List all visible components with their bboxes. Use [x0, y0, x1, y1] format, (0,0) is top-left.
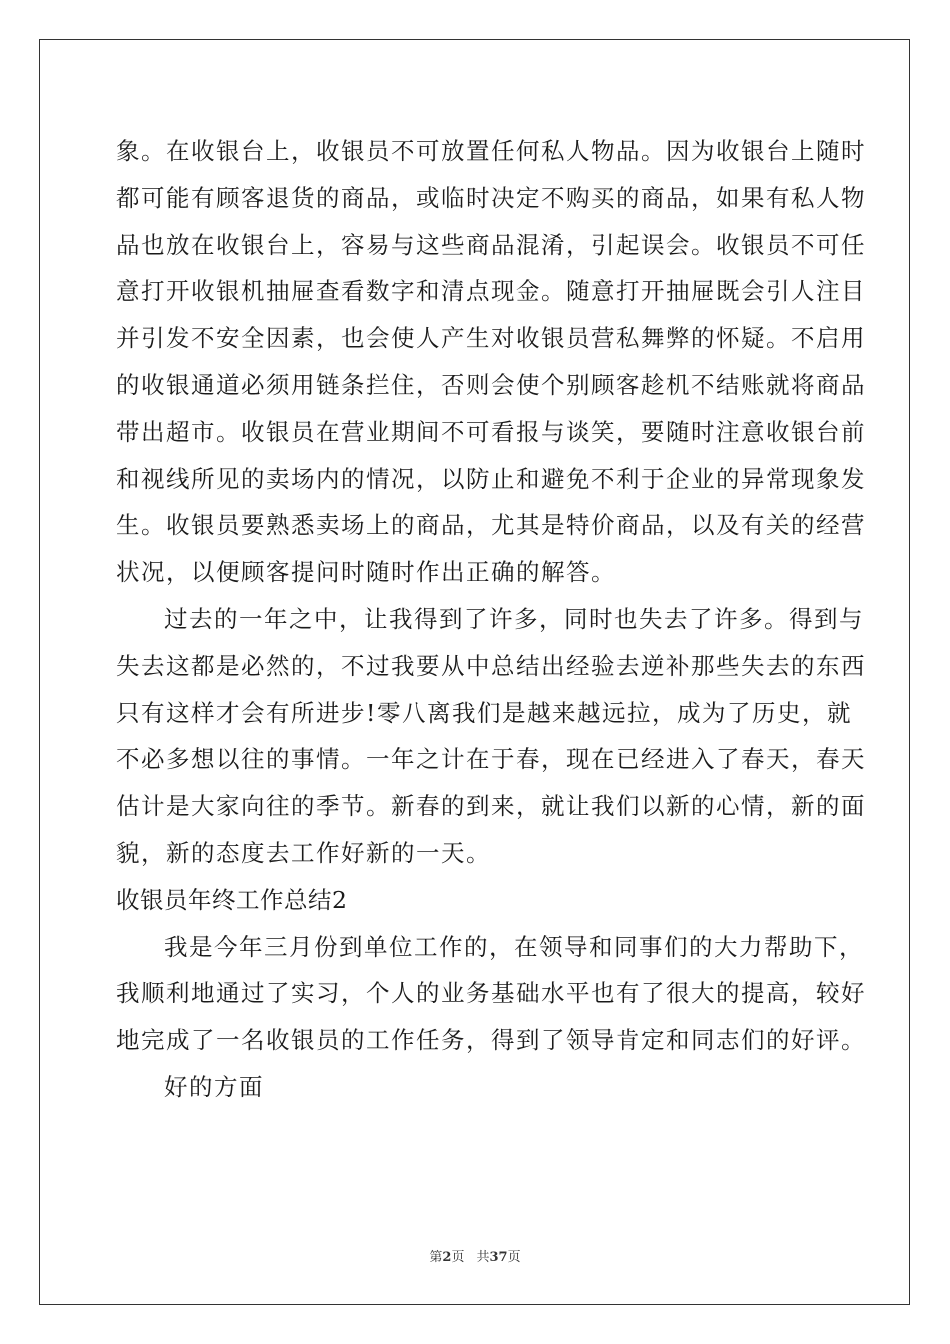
document-body — [116, 128, 866, 1111]
text-line: 过去的一年之中，让我得到了许多，同时也失去了许多。得到与 — [164, 604, 864, 633]
text-line: 貌，新的态度去工作好新的一天。 — [116, 838, 491, 867]
text-line: 的收银通道必须用链条拦住，否则会使个别顾客趁机不结账就将商品 — [116, 370, 866, 399]
page-number: 2 — [442, 1250, 452, 1265]
text-line: 状况，以便顾客提问时随时作出正确的解答。 — [116, 558, 616, 587]
paragraph-intro — [116, 924, 866, 1064]
section-heading: 收银员年终工作总结2 — [116, 885, 348, 914]
text-line: 并引发不安全因素，也会使人产生对收银员营私舞弊的怀疑。不启用 — [116, 324, 866, 353]
text-line: 生。收银员要熟悉卖场上的商品，尤其是特价商品，以及有关的经营 — [116, 511, 866, 540]
text-line: 和视线所见的卖场内的情况，以防止和避免不利于企业的异常现象发 — [116, 464, 866, 493]
page-prefix: 第 — [429, 1250, 443, 1265]
text-line: 地完成了一名收银员的工作任务，得到了领导肯定和同志们的好评。 — [116, 1026, 866, 1055]
text-line: 我是今年三月份到单位工作的，在领导和同事们的大力帮助下， — [164, 932, 864, 961]
page-suffix: 页 — [451, 1250, 465, 1265]
paragraph-continued — [116, 128, 866, 596]
text-line: 我顺利地通过了实习，个人的业务基础水平也有了很大的提高，较好 — [116, 979, 866, 1008]
total-prefix: 共 — [476, 1250, 490, 1265]
text-line: 都可能有顾客退货的商品，或临时决定不购买的商品，如果有私人物 — [116, 183, 866, 212]
text-line: 象。在收银台上，收银员不可放置任何私人物品。因为收银台上随时 — [116, 137, 866, 165]
subheading: 好的方面 — [164, 1072, 264, 1101]
text-line: 意打开收银机抽屉查看数字和清点现金。随意打开抽屉既会引人注目 — [116, 277, 866, 306]
text-line: 品也放在收银台上，容易与这些商品混淆，引起误会。收银员不可任 — [116, 230, 866, 259]
text-line: 只有这样才会有所进步!零八离我们是越来越远拉，成为了历史，就 — [116, 698, 852, 727]
total-pages: 37 — [489, 1250, 508, 1265]
total-suffix: 页 — [507, 1250, 521, 1265]
text-line: 带出超市。收银员在营业期间不可看报与谈笑，要随时注意收银台前 — [116, 417, 866, 446]
text-line: 估计是大家向往的季节。新春的到来，就让我们以新的心情，新的面 — [116, 792, 866, 821]
paragraph-year-review — [116, 596, 866, 877]
page-footer — [0, 1246, 950, 1265]
text-line: 不必多想以往的事情。一年之计在于春，现在已经进入了春天，春天 — [116, 745, 866, 774]
text-line: 失去这都是必然的，不过我要从中总结出经验去逆补那些失去的东西 — [116, 651, 866, 680]
